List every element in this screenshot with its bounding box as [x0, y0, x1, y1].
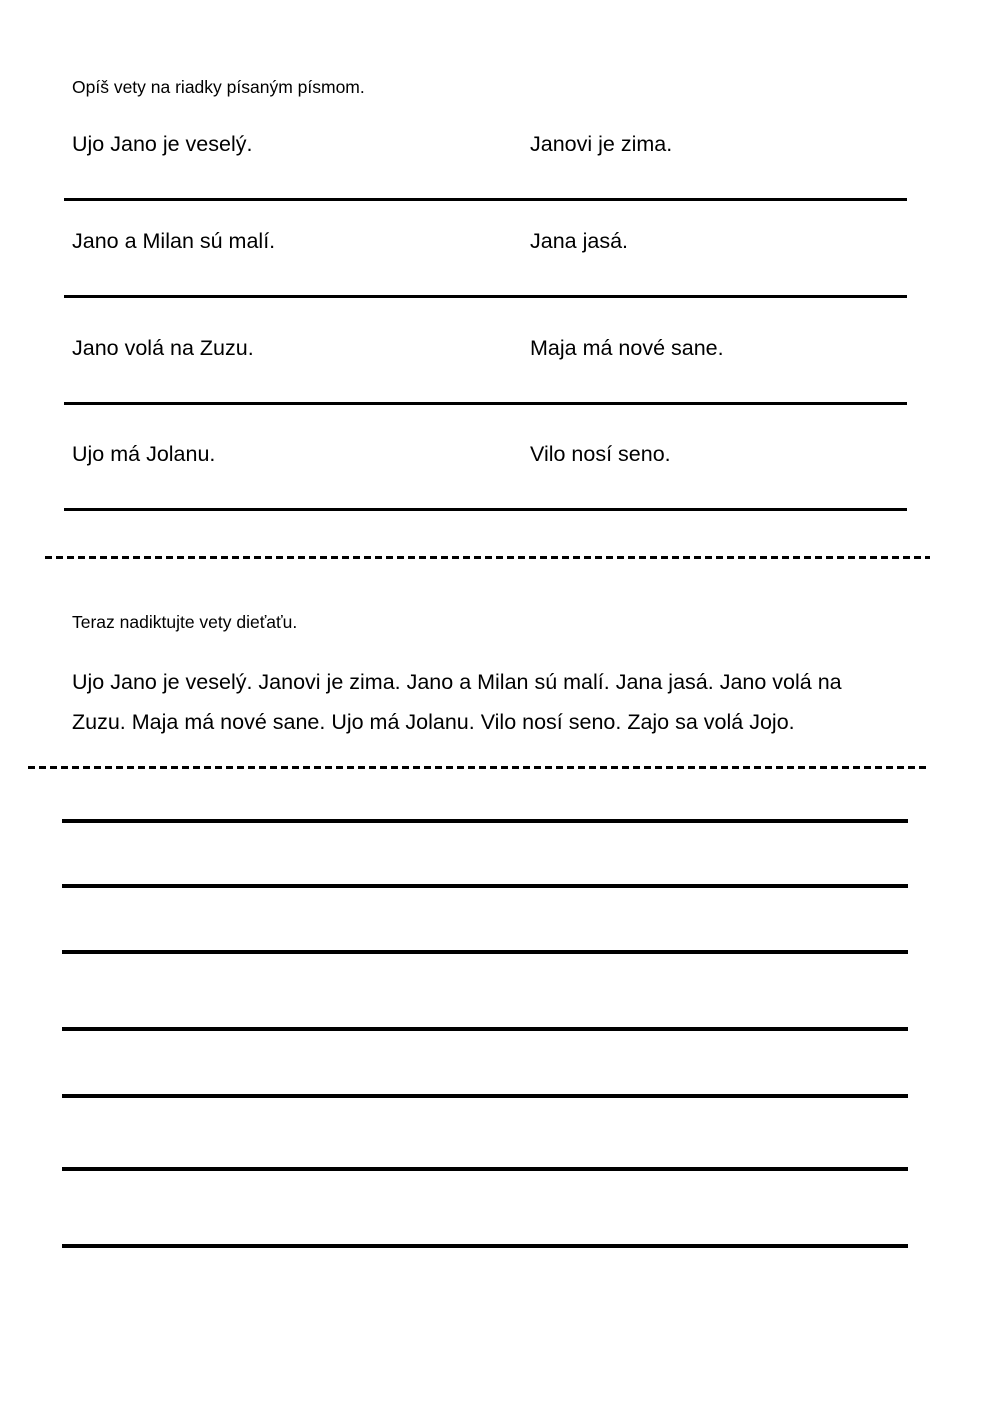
dashed-divider	[28, 766, 930, 769]
copy-instruction: Opíš vety na riadky písaným písmom.	[72, 77, 365, 97]
dictation-text-line: Ujo Jano je veselý. Janovi je zima. Jano a Milan sú malí. Jana jasá. Jano volá na	[72, 670, 842, 694]
writing-line	[62, 1094, 908, 1098]
writing-line	[64, 295, 907, 298]
writing-line	[64, 402, 907, 405]
sentence-row	[0, 229, 992, 257]
writing-line	[62, 819, 908, 823]
writing-line	[62, 1027, 908, 1031]
writing-line	[64, 508, 907, 511]
writing-line	[62, 1244, 908, 1248]
writing-line	[62, 884, 908, 888]
sentence-right: Janovi je zima.	[530, 132, 673, 156]
sentence-right: Vilo nosí seno.	[530, 442, 671, 466]
sentence-right: Jana jasá.	[530, 229, 629, 253]
dictation-instruction: Teraz nadiktujte vety dieťaťu.	[72, 612, 298, 632]
sentence-row	[0, 132, 992, 160]
writing-line	[62, 950, 908, 954]
sentence-left: Ujo má Jolanu.	[72, 442, 216, 466]
writing-line	[62, 1167, 908, 1171]
dictation-text-line: Zuzu. Maja má nové sane. Ujo má Jolanu. Vilo nosí seno. Zajo sa volá Jojo.	[72, 710, 795, 734]
sentence-left: Jano a Milan sú malí.	[72, 229, 276, 253]
sentence-row	[0, 442, 992, 470]
sentence-right: Maja má nové sane.	[530, 336, 724, 360]
dashed-divider	[45, 556, 930, 559]
sentence-row	[0, 336, 992, 364]
sentence-left: Ujo Jano je veselý.	[72, 132, 253, 156]
sentence-left: Jano volá na Zuzu.	[72, 336, 254, 360]
writing-line	[64, 198, 907, 201]
